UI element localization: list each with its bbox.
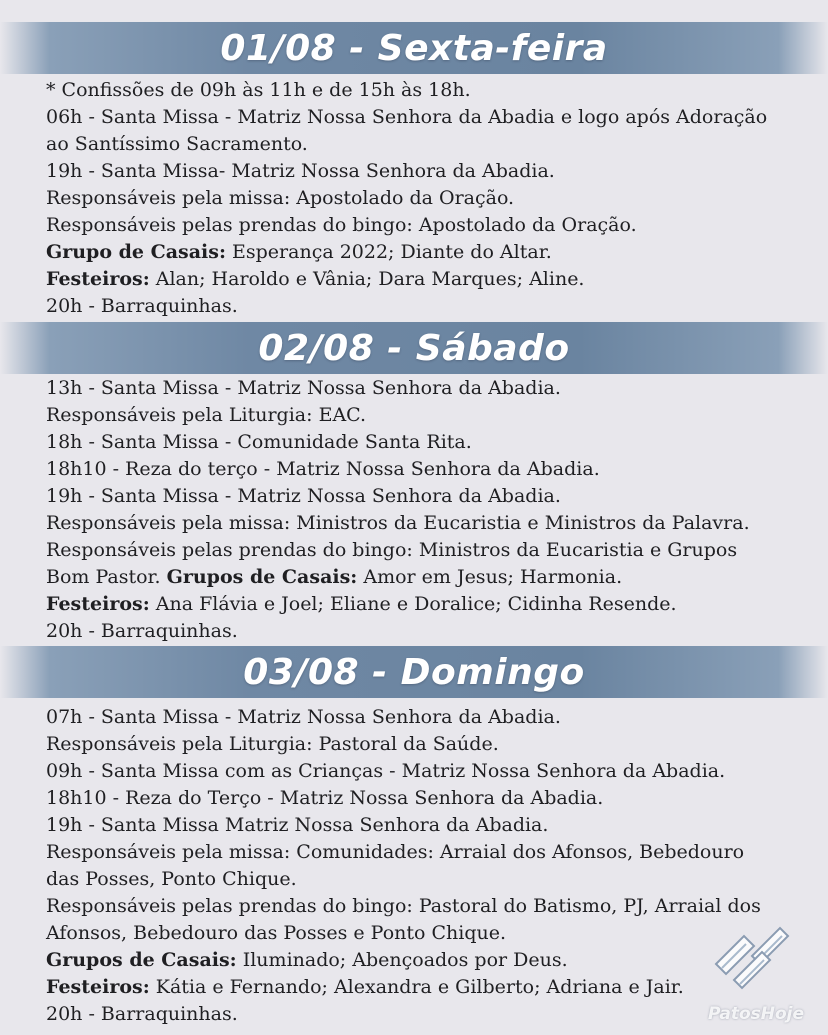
section-title: 03/08 - Domingo xyxy=(243,651,585,693)
closing-line: 20h - Barraquinhas. xyxy=(46,620,238,642)
casais-value: Iluminado; Abençoados por Deus. xyxy=(236,949,568,971)
section-title: 01/08 - Sexta-feira xyxy=(220,27,608,69)
casais-label: Grupo de Casais: xyxy=(46,241,226,263)
festeiros-label: Festeiros: xyxy=(46,593,150,615)
schedule-line: Responsáveis pela Liturgia: Pastoral da Saúde. xyxy=(46,733,499,755)
closing-line: 20h - Barraquinhas. xyxy=(46,295,238,317)
festeiros-line xyxy=(46,591,796,618)
casais-value: Amor em Jesus; Harmonia. xyxy=(357,566,623,588)
schedule-line: Responsáveis pelas prendas do bingo: Ministros da Eucaristia e Grupos xyxy=(46,539,738,561)
schedule-line: 07h - Santa Missa - Matriz Nossa Senhora da Abadia. xyxy=(46,706,561,728)
schedule-line: 19h - Santa Missa- Matriz Nossa Senhora da Abadia. xyxy=(46,160,555,182)
schedule-line: Afonsos, Bebedouro das Posses e Ponto Chique. xyxy=(46,922,507,944)
section-title: 02/08 - Sábado xyxy=(258,327,570,369)
festeiros-label: Festeiros: xyxy=(46,976,150,998)
pre-casais-text: Bom Pastor. xyxy=(46,566,167,588)
schedule-line: 19h - Santa Missa Matriz Nossa Senhora da Abadia. xyxy=(46,814,549,836)
section-body-2 xyxy=(46,375,796,645)
festeiros-value: Ana Flávia e Joel; Eliane e Doralice; Cidinha Resende. xyxy=(149,593,677,615)
schedule-line: 18h - Santa Missa - Comunidade Santa Rita. xyxy=(46,431,472,453)
schedule-line: 18h10 - Reza do terço - Matriz Nossa Senhora da Abadia. xyxy=(46,458,600,480)
schedule-line: * Confissões de 09h às 11h e de 15h às 18h. xyxy=(46,79,471,101)
section-banner-3 xyxy=(0,646,828,698)
closing-line: 20h - Barraquinhas. xyxy=(46,1003,238,1025)
patoshoje-logo-icon xyxy=(704,906,794,996)
schedule-line: Responsáveis pela missa: Ministros da Eucaristia e Ministros da Palavra. xyxy=(46,512,750,534)
schedule-line: ao Santíssimo Sacramento. xyxy=(46,133,308,155)
section-body-1 xyxy=(46,77,796,320)
festeiros-line xyxy=(46,266,796,293)
casais-line xyxy=(46,947,796,974)
casais-line xyxy=(46,564,796,591)
schedule-line: 19h - Santa Missa - Matriz Nossa Senhora da Abadia. xyxy=(46,485,561,507)
section-body-3 xyxy=(46,704,796,1028)
schedule-line: 13h - Santa Missa - Matriz Nossa Senhora da Abadia. xyxy=(46,377,561,399)
festeiros-label: Festeiros: xyxy=(46,268,150,290)
festeiros-line xyxy=(46,974,796,1001)
schedule-line: 06h - Santa Missa - Matriz Nossa Senhora da Abadia e logo após Adoração xyxy=(46,106,768,128)
schedule-line: Responsáveis pelas prendas do bingo: Apostolado da Oração. xyxy=(46,214,637,236)
schedule-line: das Posses, Ponto Chique. xyxy=(46,868,297,890)
schedule-line: Responsáveis pela Liturgia: EAC. xyxy=(46,404,367,426)
casais-line xyxy=(46,239,796,266)
schedule-line: 18h10 - Reza do Terço - Matriz Nossa Senhora da Abadia. xyxy=(46,787,604,809)
schedule-line: Responsáveis pela missa: Comunidades: Arraial dos Afonsos, Bebedouro xyxy=(46,841,745,863)
section-banner-1 xyxy=(0,22,828,74)
casais-label: Grupos de Casais: xyxy=(166,566,358,588)
casais-label: Grupos de Casais: xyxy=(46,949,237,971)
schedule-line: Responsáveis pelas prendas do bingo: Pastoral do Batismo, PJ, Arraial dos xyxy=(46,895,761,917)
schedule-line: 09h - Santa Missa com as Crianças - Matriz Nossa Senhora da Abadia. xyxy=(46,760,726,782)
casais-value: Esperança 2022; Diante do Altar. xyxy=(225,241,552,263)
festeiros-value: Kátia e Fernando; Alexandra e Gilberto; Adriana e Jair. xyxy=(149,976,684,998)
watermark-text: PatosHoje xyxy=(708,1004,805,1024)
festeiros-value: Alan; Haroldo e Vânia; Dara Marques; Aline. xyxy=(149,268,585,290)
section-banner-2 xyxy=(0,322,828,374)
schedule-line: Responsáveis pela missa: Apostolado da Oração. xyxy=(46,187,515,209)
